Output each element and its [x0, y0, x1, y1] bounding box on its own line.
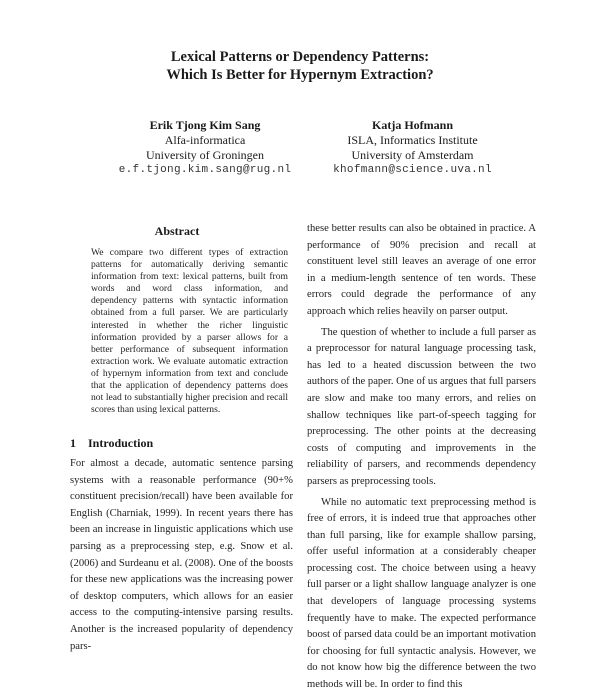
left-column-body — [70, 456, 293, 655]
author-email: e.f.tjong.kim.sang@rug.nl — [118, 164, 292, 176]
paragraph: For almost a decade, automatic sentence parsing systems with a reasonable performance (90+% constituent precision/recall) have been available for English (Charniak, 1999). In recent years there has been an increase in linguistic applications which use parsing as a preprocessing step, e.g. Snow et al. (2006) and Surdeanu et al. (2008). One of the boosts for these new applications was the increasing power of desktop computers, which allows for an easier access to the computing-intensive parsing results. Another is the increased popularity of dependency pars- — [70, 458, 293, 652]
title-line-1: Lexical Patterns or Dependency Patterns: — [170, 49, 430, 65]
title-line-2: Which Is Better for Hypernym Extraction? — [166, 67, 434, 83]
paragraph: The question of whether to include a full parser as a preprocessor for natural language processing task, has led to a heated discussion between the two authors of the paper. One of us argues that full parsers are slow and make too many errors, and relies on shallow techniques like part-of-speech tagging for preprocessing. The other points at the decreasing costs of computing and improvements in the reliability of parsers, and recommends dependency parsers as preprocessing tools. — [307, 326, 536, 487]
author-name: Erik Tjong Kim Sang — [149, 118, 261, 132]
author-institution: University of Groningen — [146, 148, 264, 162]
paper-title — [0, 48, 600, 84]
author-email: khofmann@science.uva.nl — [333, 164, 492, 176]
right-column-body — [307, 221, 536, 694]
paragraph: these better results can also be obtained in practice. A performance of 90% precision and recall at constituent level still leaves an average of one error in a medium-length sentence of ten words. These errors could degrade the performance of any approach which relies heavily on parser output. — [307, 223, 536, 317]
author-name: Katja Hofmann — [372, 118, 453, 132]
abstract-heading: Abstract — [154, 224, 200, 238]
section-number: 1 — [70, 436, 76, 450]
author-block-1 — [110, 118, 300, 178]
author-affiliation: ISLA, Informatics Institute — [347, 133, 478, 147]
section-title: Introduction — [88, 436, 154, 450]
author-affiliation: Alfa-informatica — [164, 133, 246, 147]
abstract-text: We compare two different types of extraction patterns for automatically deriving semantic information from text: lexical patterns, built from words and word class information, and dependency patterns with syntactic information obtained from a full parser. We are particularly interested in whether the richer linguistic information provided by a parser allows for a better performance of subsequent information extraction work. We evaluate automatic extraction of hypernym information from text and conclude that the application of dependency patterns does not lead to substantially higher precision and recall scores than using lexical patterns. — [91, 247, 288, 416]
author-institution: University of Amsterdam — [351, 148, 474, 162]
section-heading-introduction — [70, 436, 153, 451]
paragraph: While no automatic text preprocessing method is free of errors, it is indeed true that approaches other than full parsing, like for example shallow parsing, offer useful information at a considerably cheaper processing cost. The choice between using a heavy full parser or a light shallow language analyzer is one that developers of language processing systems frequently have to make. The expected performance boost of parsed data could be an important motivation for choosing for full syntactic analysis. However, we do not know how big the difference between the two methods will be. In order to find this — [307, 496, 536, 691]
author-block-2 — [305, 118, 520, 178]
